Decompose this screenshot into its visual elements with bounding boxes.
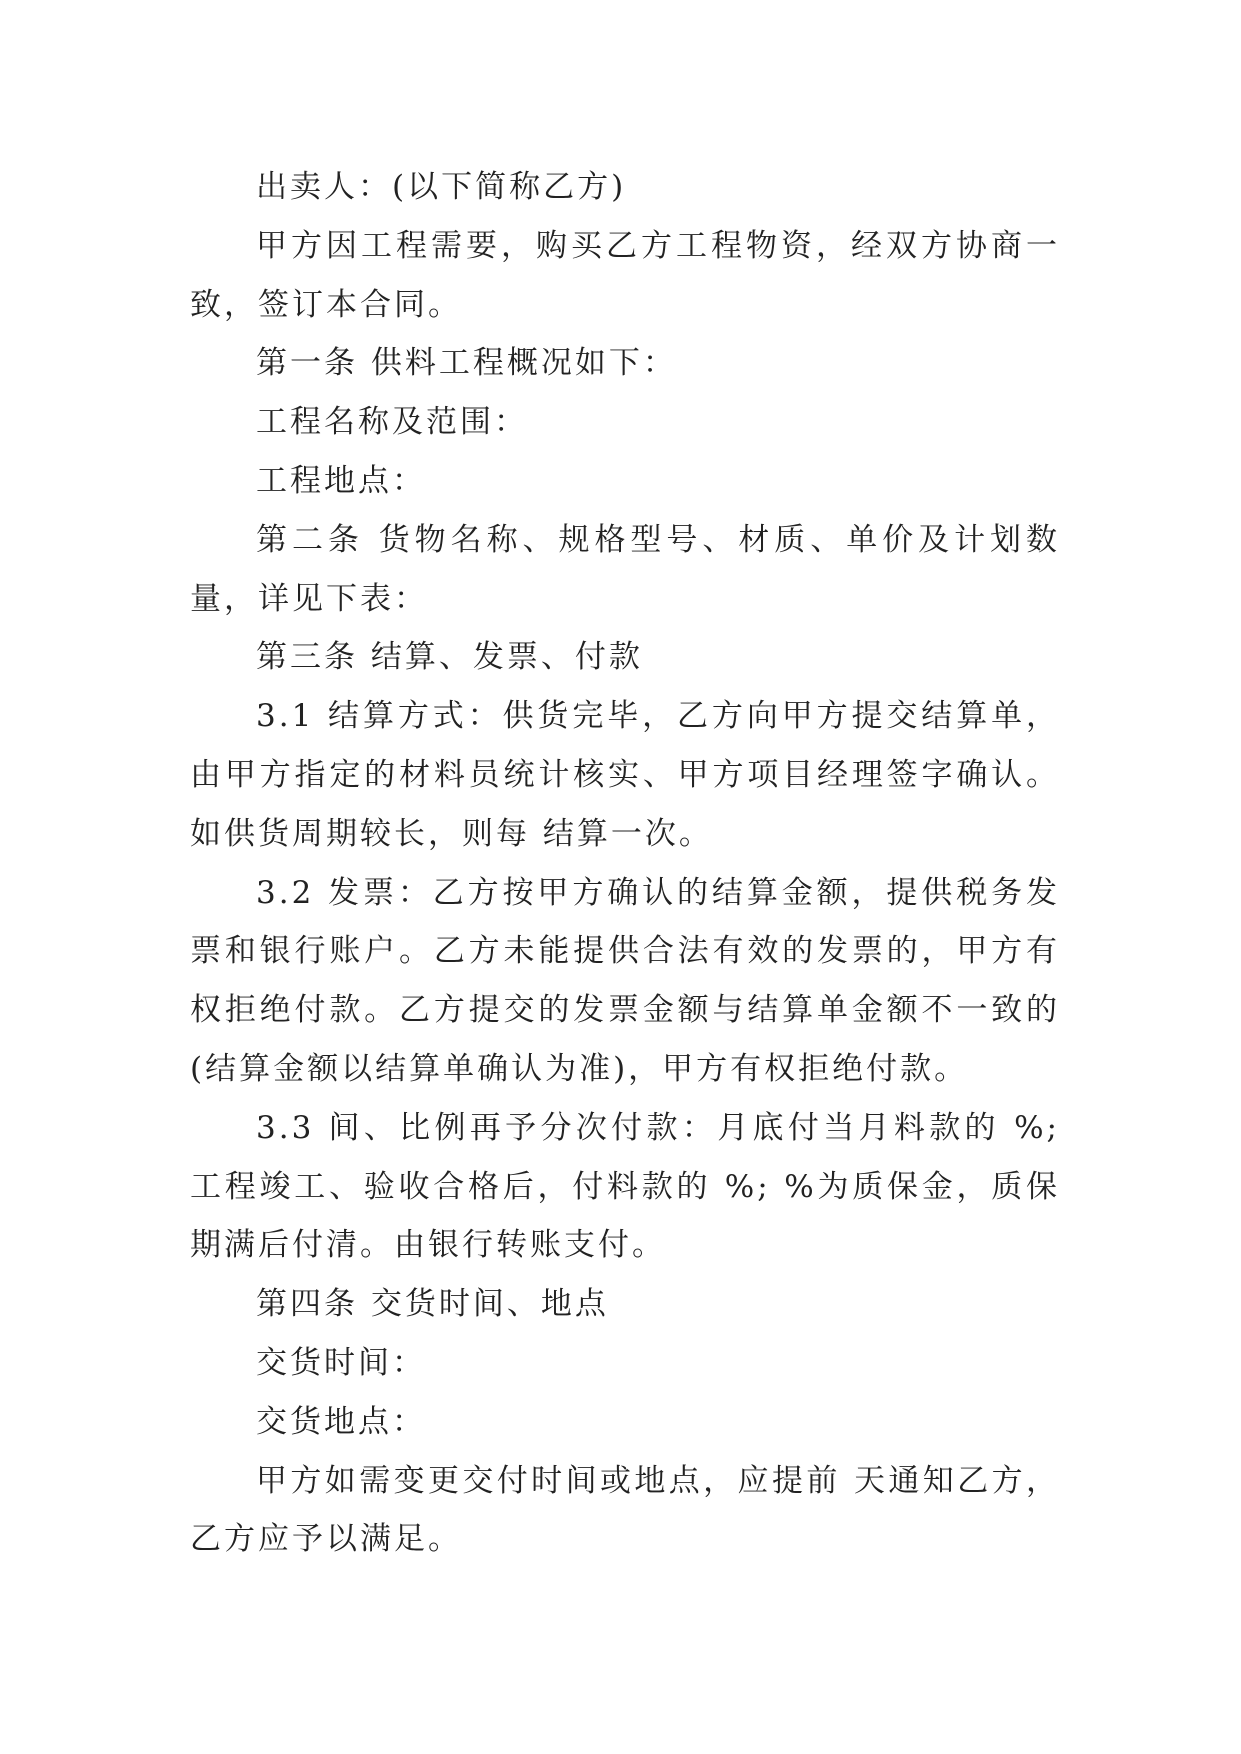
paragraph-project-location: 工程地点： xyxy=(256,462,426,499)
paragraph-article-1: 第一条 供料工程概况如下： xyxy=(256,345,677,382)
paragraph-delivery-time: 交货时间： xyxy=(256,1344,426,1381)
paragraph-delivery-location: 交货地点： xyxy=(256,1403,426,1440)
paragraph-project-name: 工程名称及范围： xyxy=(256,404,528,441)
paragraph-delivery-change: 甲方如需变更交付时间或地点，应提前 天通知乙方，乙方应予以满足。 xyxy=(190,1462,1060,1558)
paragraph-clause-3-3: 3.3 间、比例再予分次付款：月底付当月料款的 %;工程竣工、验收合格后，付料款的 %; %为质保金，质保期满后付清。由银行转账支付。 xyxy=(190,1109,1060,1264)
paragraph-article-4: 第四条 交货时间、地点 xyxy=(256,1286,609,1323)
paragraph-intro: 甲方因工程需要，购买乙方工程物资，经双方协商一致，签订本合同。 xyxy=(190,227,1060,323)
paragraph-seller: 出卖人：(以下简称乙方) xyxy=(256,169,627,205)
contract-body xyxy=(190,158,1060,1569)
paragraph-article-2: 第二条 货物名称、规格型号、材质、单价及计划数量，详见下表： xyxy=(190,521,1060,617)
paragraph-article-3: 第三条 结算、发票、付款 xyxy=(256,639,643,676)
paragraph-clause-3-2: 3.2 发票：乙方按甲方确认的结算金额，提供税务发票和银行账户。乙方未能提供合法有效的发票的，甲方有权拒绝付款。乙方提交的发票金额与结算单金额不一致的(结算金额以结算单确认为准)，甲方有权拒绝付款。 xyxy=(190,874,1060,1087)
paragraph-clause-3-1: 3.1 结算方式：供货完毕，乙方向甲方提交结算单，由甲方指定的材料员统计核实、甲方项目经理签字确认。如供货周期较长，则每 结算一次。 xyxy=(190,698,1060,852)
